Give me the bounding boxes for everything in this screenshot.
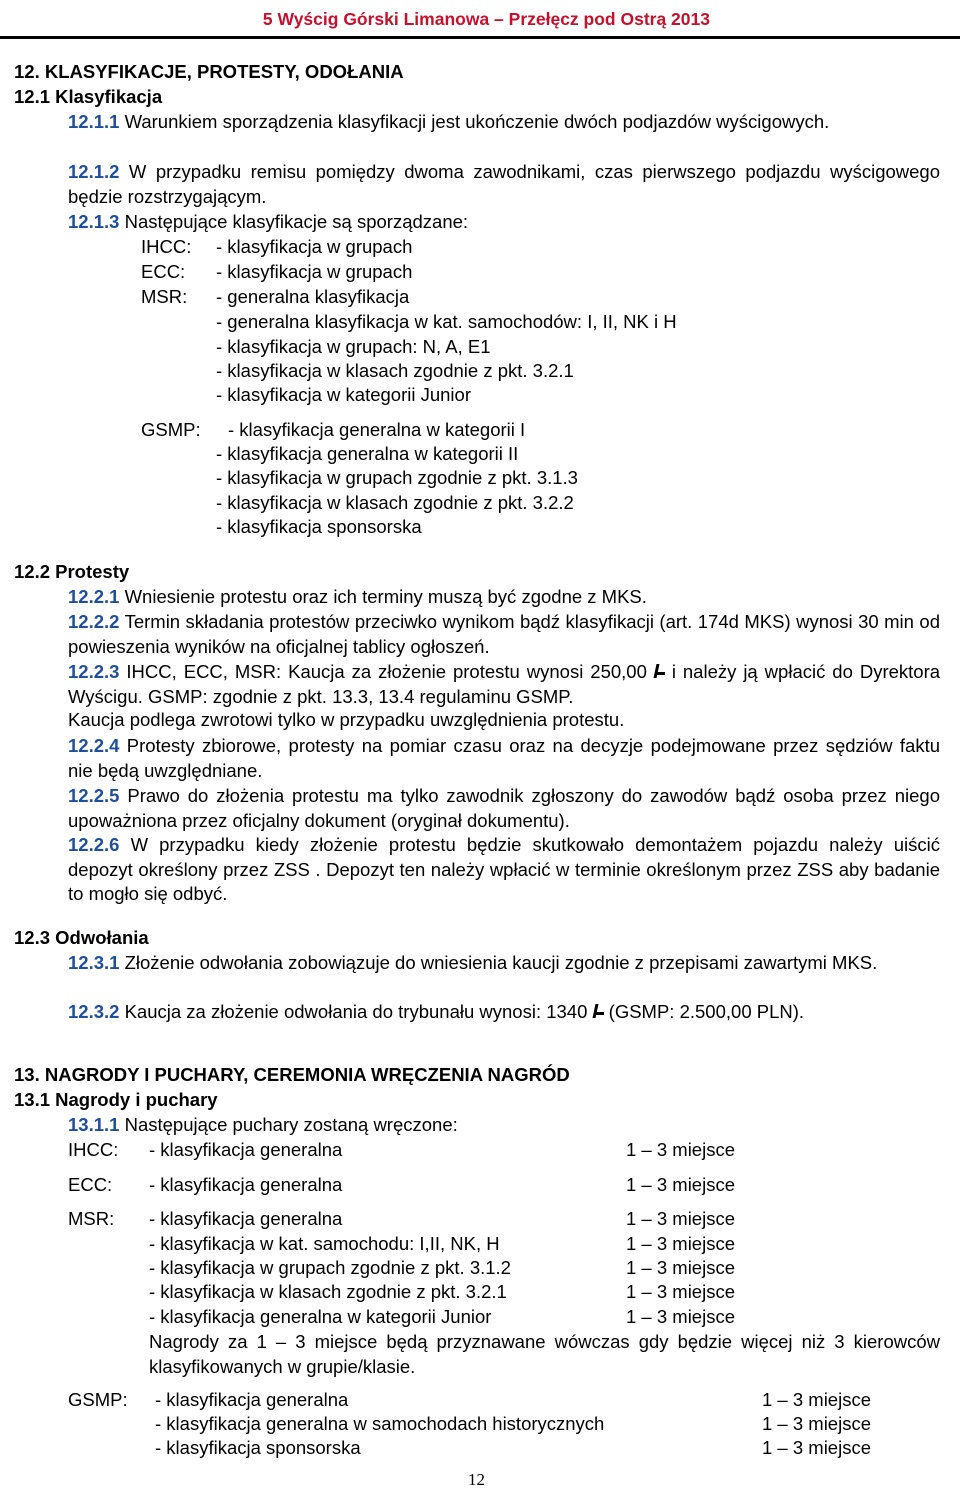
para-12-2-3: [68, 660, 940, 709]
prize-range: 1 – 3 miejsce: [762, 1437, 871, 1458]
section-12-title: 12. KLASYFIKACJE, PROTESTY, ODOŁANIA: [14, 61, 404, 82]
para-number: 12.3.2: [68, 1001, 120, 1022]
prize-class: - klasyfikacja generalna: [149, 1208, 343, 1229]
prize-key: ECC:: [68, 1174, 113, 1195]
cls-value: - klasyfikacja w grupach: [216, 236, 413, 257]
para-text: Termin składania protestów przeciwko wynikom bądź klasyfikacji (art. 174d MKS) wynosi 30 min od powieszenia wyników na oficjalnej tablicy ogłoszeń.: [68, 611, 940, 657]
section-12-3-title: 12.3 Odwołania: [14, 927, 149, 948]
header-title: 5 Wyścig Górski Limanowa – Przełęcz pod Ostrą 2013: [262, 9, 710, 29]
cls-value: - klasyfikacja w kategorii Junior: [216, 384, 471, 405]
para-number: 12.3.1: [68, 952, 120, 973]
euro-icon: [654, 664, 665, 678]
section-12-2-title: 12.2 Protesty: [14, 561, 130, 582]
cls-value: - generalna klasyfikacja: [216, 286, 410, 307]
para-text: (GSMP: 2.500,00 PLN).: [608, 1001, 805, 1022]
para-text: Następujące puchary zostaną wręczone:: [124, 1114, 458, 1135]
prize-class: - klasyfikacja generalna: [149, 1139, 343, 1160]
cls-value: - generalna klasyfikacja w kat. samochodów: I, II, NK i H: [216, 311, 677, 332]
prize-range: 1 – 3 miejsce: [762, 1413, 871, 1434]
para-13-1-1: [68, 1114, 458, 1136]
cls-key: MSR:: [141, 286, 188, 307]
gsmp-key: GSMP:: [141, 419, 201, 440]
prize-class: - klasyfikacja sponsorska: [155, 1437, 361, 1458]
prize-key: GSMP:: [68, 1389, 128, 1410]
prize-class: - klasyfikacja generalna: [155, 1389, 349, 1410]
para-number: 12.1.3: [68, 211, 120, 232]
para-12-2-6: [68, 833, 940, 907]
cls-value: - klasyfikacja w grupach: N, A, E1: [216, 336, 491, 357]
prize-range: 1 – 3 miejsce: [626, 1281, 735, 1302]
prize-range: 1 – 3 miejsce: [626, 1233, 735, 1254]
para-text: Wniesienie protestu oraz ich terminy muszą być zgodne z MKS.: [124, 586, 647, 607]
para-12-3-2: [68, 1001, 804, 1023]
prize-key: MSR:: [68, 1208, 115, 1229]
prize-range: 1 – 3 miejsce: [626, 1174, 735, 1195]
gsmp-value: - klasyfikacja generalna w kategorii II: [216, 443, 519, 464]
gsmp-value: - klasyfikacja sponsorska: [216, 516, 422, 537]
prize-class: - klasyfikacja generalna: [149, 1174, 343, 1195]
section-13-title: 13. NAGRODY I PUCHARY, CEREMONIA WRĘCZENIA NAGRÓD: [14, 1064, 570, 1085]
para-12-2-1: [68, 586, 647, 608]
section-12-1-title: 12.1 Klasyfikacja: [14, 86, 163, 107]
prize-range: 1 – 3 miejsce: [626, 1208, 735, 1229]
cls-value: - klasyfikacja w grupach: [216, 261, 413, 282]
para-text: Prawo do złożenia protestu ma tylko zawodnik zgłoszony do zawodów bądź osoba przez niego upoważniona przez oficjalny dokument (oryginał dokumentu).: [68, 785, 941, 831]
prize-class: - klasyfikacja generalna w kategorii Junior: [149, 1306, 492, 1327]
para-12-2-3-note: Kaucja podlega zwrotowi tylko w przypadku uwzględnienia protestu.: [68, 709, 625, 730]
gsmp-value: - klasyfikacja generalna w kategorii I: [228, 419, 526, 440]
prize-class: - klasyfikacja w kat. samochodu: I,II, NK, H: [149, 1233, 500, 1254]
para-number: 12.2.5: [68, 785, 120, 806]
para-12-1-1: [68, 110, 940, 135]
prize-range: 1 – 3 miejsce: [626, 1306, 735, 1327]
para-text: Następujące klasyfikacje są sporządzane:: [124, 211, 469, 232]
para-number: 12.2.2: [68, 611, 120, 632]
para-text: Protesty zbiorowe, protesty na pomiar czasu oraz na decyzje podejmowane przez sędziów faktu nie będą uwzględniane.: [68, 735, 941, 781]
para-text: Złożenie odwołania zobowiązuje do wniesienia kaucji zgodnie z przepisami zawartymi MKS.: [124, 952, 878, 973]
para-12-2-5: [68, 784, 940, 833]
gsmp-value: - klasyfikacja w klasach zgodnie z pkt. 3.2.2: [216, 492, 574, 513]
para-text: W przypadku remisu pomiędzy dwoma zawodnikami, czas pierwszego podjazdu wyścigowego będzie rozstrzygającym.: [68, 161, 940, 207]
header-rule: [0, 36, 960, 39]
para-12-1-3: [68, 211, 468, 233]
cls-key: ECC:: [141, 261, 186, 282]
prize-class: - klasyfikacja w grupach zgodnie z pkt. 3.1.2: [149, 1257, 511, 1278]
prize-note: Nagrody za 1 – 3 miejsce będą przyznawane wówczas gdy będzie więcej niż 3 kierowców klasyfikowanych w grupie/klasie.: [149, 1331, 940, 1377]
para-number: 12.2.6: [68, 834, 120, 855]
para-12-1-2: [68, 160, 940, 209]
gsmp-value: - klasyfikacja w grupach zgodnie z pkt. 3.1.3: [216, 467, 578, 488]
para-12-2-2: [68, 610, 940, 659]
prize-key: IHCC:: [68, 1139, 119, 1160]
cls-key: IHCC:: [141, 236, 192, 257]
para-text: IHCC, ECC, MSR: Kaucja za złożenie protestu wynosi 250,00: [126, 661, 647, 682]
para-number: 12.2.4: [68, 735, 120, 756]
prize-range: 1 – 3 miejsce: [626, 1139, 735, 1160]
para-number: 12.2.1: [68, 586, 120, 607]
cls-value: - klasyfikacja w klasach zgodnie z pkt. 3.2.1: [216, 360, 574, 381]
para-number: 12.1.2: [68, 161, 120, 182]
section-13-1-title: 13.1 Nagrody i puchary: [14, 1089, 218, 1110]
para-text: W przypadku kiedy złożenie protestu będzie skutkowało demontażem pojazdu należy uiścić depozyt określony przez ZSS . Depozyt ten należy wpłacić w terminie określonym przez ZSS aby badanie to mogło się odbyć.: [68, 834, 941, 904]
para-number: 12.2.3: [68, 661, 120, 682]
para-12-2-4: [68, 734, 940, 783]
para-text: Kaucja za złożenie odwołania do trybunału wynosi: 1340: [124, 1001, 588, 1022]
para-text: Warunkiem sporządzenia klasyfikacji jest ukończenie dwóch podjazdów wyścigowych.: [124, 111, 830, 132]
para-number: 13.1.1: [68, 1114, 120, 1135]
para-text: i należy ją wpłacić do Dyrektora Wyścigu. GSMP: zgodnie z pkt. 13.3, 13.4 regulaminu GSMP.: [68, 661, 941, 707]
para-12-3-1: [68, 951, 940, 976]
prize-class: - klasyfikacja generalna w samochodach historycznych: [155, 1413, 605, 1434]
page-number: 12: [468, 1470, 485, 1489]
prize-class: - klasyfikacja w klasach zgodnie z pkt. 3.2.1: [149, 1281, 507, 1302]
prize-range: 1 – 3 miejsce: [626, 1257, 735, 1278]
para-number: 12.1.1: [68, 111, 120, 132]
prize-range: 1 – 3 miejsce: [762, 1389, 871, 1410]
euro-icon: [593, 1004, 604, 1018]
